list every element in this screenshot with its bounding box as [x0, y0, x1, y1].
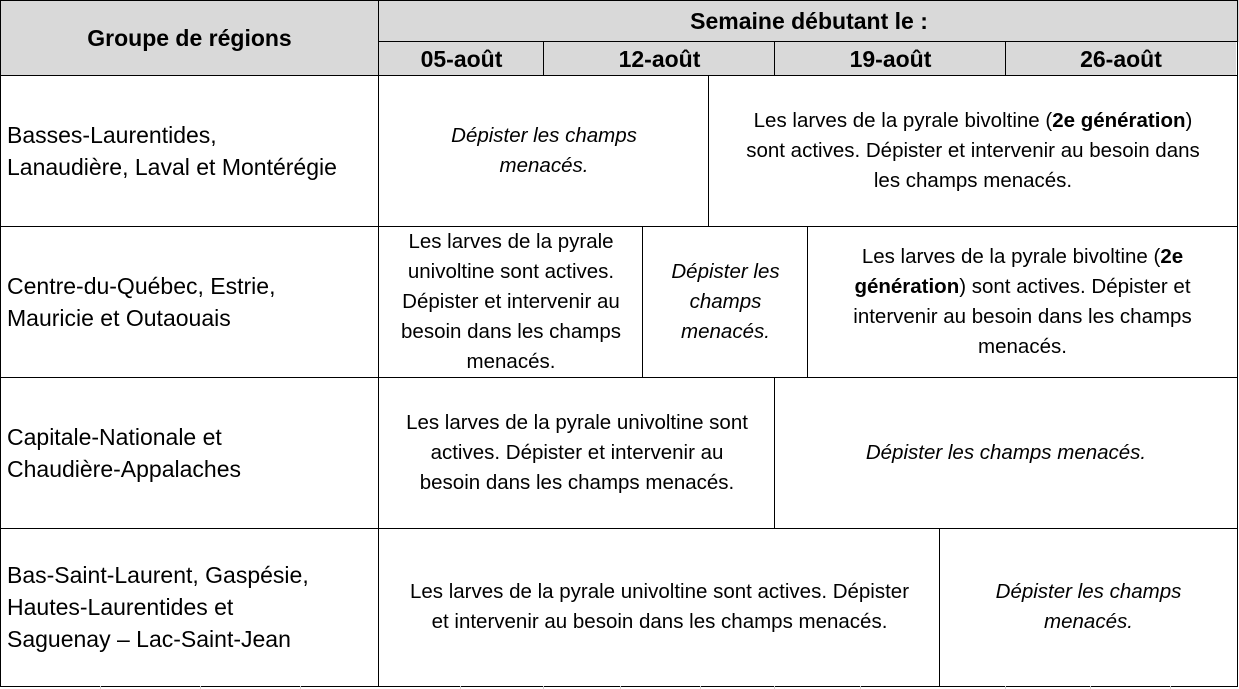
- advice-text: intervenir au besoin dans les champs: [853, 304, 1192, 328]
- table-border: [0, 686, 1237, 687]
- advice-cell: [808, 226, 1237, 377]
- region-line: Capitale-Nationale et: [7, 423, 222, 450]
- region-cell: [0, 226, 379, 377]
- advice-bold: 2e: [1160, 244, 1184, 268]
- table-border: [774, 377, 775, 528]
- table-border: [1005, 41, 1006, 76]
- advice-line: menacés.: [466, 349, 556, 373]
- advice-line: Dépister les champs: [995, 580, 1182, 603]
- table-border: [774, 41, 775, 76]
- advice-bold: 2e génération: [1052, 109, 1186, 132]
- advice-line: Les larves de la pyrale: [408, 229, 614, 253]
- advice-cell: [379, 528, 940, 686]
- advice-line: actives. Dépister et intervenir au: [430, 440, 724, 464]
- table-border: [0, 75, 1237, 76]
- advice-text: sont actives. Dépister et intervenir au besoin dans: [746, 139, 1200, 162]
- header-week-label: Semaine débutant le :: [379, 0, 1239, 42]
- advice-line: Les larves de la pyrale univoltine sont actives. Dépister: [409, 580, 910, 603]
- advice-line: menacés.: [499, 154, 589, 177]
- advice-text: menacés.: [978, 334, 1067, 358]
- advice-cell: [379, 226, 643, 377]
- region-line: Hautes-Laurentides et: [7, 594, 234, 620]
- advice-line: menacés.: [1044, 610, 1133, 633]
- advice-line: Les larves de la pyrale univoltine sont: [406, 410, 748, 434]
- header-week-3: 19-août: [775, 42, 1006, 76]
- region-cell: [0, 528, 379, 686]
- advice-cell: [379, 377, 775, 528]
- advice-cell: [940, 528, 1237, 686]
- table-border: [939, 528, 940, 686]
- region-line: Basses-Laurentides,: [7, 122, 217, 148]
- advice-text: les champs menacés.: [873, 169, 1073, 192]
- advice-line: et intervenir au besoin dans les champs menacés.: [431, 610, 888, 633]
- advice-bold: génération: [854, 274, 960, 298]
- table-border: [807, 226, 808, 377]
- header-week-2: 12-août: [544, 42, 775, 76]
- header-week-4: 26-août: [1006, 42, 1236, 76]
- advice-line: besoin dans les champs: [401, 319, 621, 343]
- advice-cell: [379, 76, 709, 226]
- region-line: Saguenay – Lac-Saint-Jean: [7, 626, 291, 652]
- region-line: Chaudière-Appalaches: [7, 455, 241, 482]
- advice-line: univoltine sont actives.: [407, 259, 615, 283]
- region-cell: [0, 377, 379, 528]
- region-line: Mauricie et Outaouais: [7, 304, 231, 331]
- region-line: Lanaudière, Laval et Montérégie: [7, 154, 337, 180]
- advice-text: Les larves de la pyrale bivoltine (: [753, 109, 1053, 132]
- table-border: [543, 41, 544, 76]
- advice-text: ) sont actives. Dépister et: [959, 274, 1191, 298]
- region-cell: [0, 76, 379, 226]
- header-week-1: 05-août: [379, 42, 544, 76]
- table-border: [0, 377, 1237, 378]
- advice-line: Dépister les champs menacés.: [865, 440, 1147, 464]
- table-border: [0, 0, 1, 687]
- table-border: [379, 41, 1237, 42]
- region-line: Centre-du-Québec, Estrie,: [7, 272, 276, 299]
- advice-line: besoin dans les champs menacés.: [419, 470, 735, 494]
- table-border: [708, 76, 709, 226]
- advice-cell: [775, 377, 1237, 528]
- header-group-label: Groupe de régions: [0, 0, 379, 76]
- advice-line: menacés.: [681, 319, 770, 343]
- advice-line: Dépister les champs: [451, 124, 637, 147]
- table-border: [0, 226, 1237, 227]
- advice-cell: [643, 226, 808, 377]
- advice-text: ): [1185, 109, 1193, 132]
- advice-text: Les larves de la pyrale bivoltine (: [861, 244, 1161, 268]
- advice-line: Dépister et intervenir au: [402, 289, 620, 313]
- region-line: Bas-Saint-Laurent, Gaspésie,: [7, 562, 309, 588]
- table-border: [642, 226, 643, 377]
- advice-line: Dépister les: [671, 259, 780, 283]
- table-border: [0, 528, 1237, 529]
- table-border: [1237, 0, 1238, 687]
- advice-cell: [709, 76, 1237, 226]
- advice-line: champs: [689, 289, 762, 313]
- table-border: [0, 0, 1237, 1]
- table-border: [378, 0, 379, 687]
